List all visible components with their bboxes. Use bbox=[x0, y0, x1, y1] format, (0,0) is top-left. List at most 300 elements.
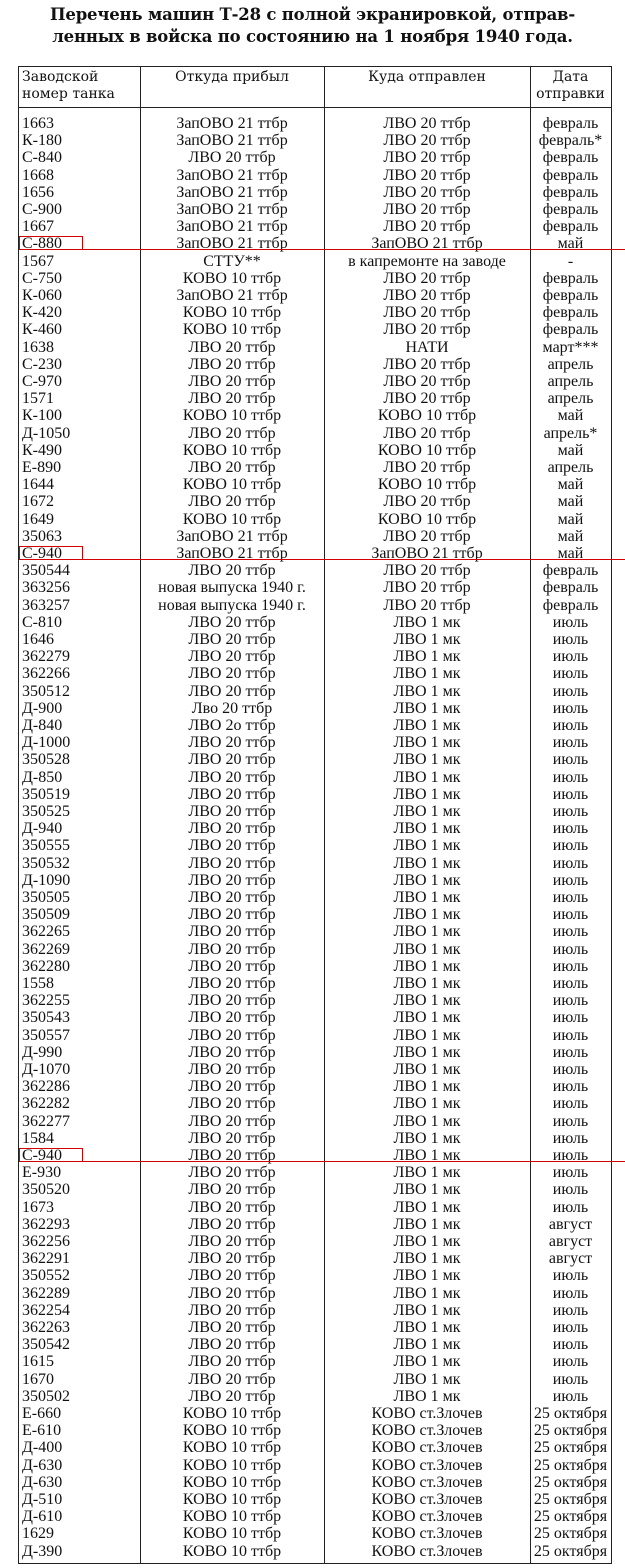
cell-date: май bbox=[557, 441, 584, 459]
cell-factory-number: 1649 bbox=[22, 510, 54, 528]
cell-destination: ЛВО 20 ттбр bbox=[383, 459, 471, 476]
cell-destination: в капремонте на заводе bbox=[348, 252, 506, 270]
cell-factory-number: 362291 bbox=[22, 1250, 70, 1268]
cell-destination: КОВО ст.Злочев bbox=[371, 1473, 483, 1491]
cell-destination: ЗапОВО 21 ттбр bbox=[371, 545, 483, 562]
cell-factory-number: Д-900 bbox=[22, 699, 63, 717]
cell-factory-number: 350544 bbox=[22, 562, 70, 580]
table-row bbox=[19, 683, 611, 700]
table-row bbox=[19, 528, 611, 545]
cell-destination: ЗапОВО 21 ттбр bbox=[371, 235, 483, 253]
cell-origin: ЛВО 20 ттбр bbox=[188, 751, 276, 769]
cell-factory-number: 1673 bbox=[22, 1198, 54, 1216]
cell-date: июль bbox=[552, 699, 589, 717]
table-row bbox=[19, 511, 611, 528]
cell-date: июль bbox=[552, 1284, 589, 1302]
cell-destination: ЛВО 1 мк bbox=[393, 1061, 461, 1078]
cell-origin: ЛВО 20 ттбр bbox=[188, 768, 276, 786]
table-row bbox=[19, 1543, 611, 1560]
cell-date: июль bbox=[552, 1267, 589, 1285]
cell-factory-number: 362280 bbox=[22, 957, 70, 975]
table-row bbox=[19, 1164, 611, 1181]
cell-origin: ЛВО 20 ттбр bbox=[188, 1147, 276, 1164]
cell-destination: ЛВО 1 мк bbox=[393, 1078, 461, 1096]
cell-destination: КОВО 10 ттбр bbox=[377, 476, 477, 494]
cell-destination: ЛВО 20 ттбр bbox=[383, 373, 471, 390]
table-row bbox=[19, 837, 611, 854]
table-row bbox=[19, 820, 611, 837]
cell-date: июль bbox=[552, 1095, 589, 1113]
cell-date: май bbox=[557, 510, 584, 528]
cell-date: июль bbox=[552, 1043, 589, 1061]
table-row bbox=[19, 1474, 611, 1491]
cell-destination: ЛВО 1 мк bbox=[393, 1009, 461, 1027]
cell-origin: ЛВО 20 ттбр bbox=[188, 562, 276, 580]
table-row bbox=[19, 1422, 611, 1439]
cell-origin: ЛВО 20 ттбр bbox=[188, 992, 276, 1010]
table-row bbox=[19, 1095, 611, 1112]
cell-destination: ЛВО 1 мк bbox=[393, 803, 461, 820]
cell-factory-number: 362286 bbox=[22, 1078, 70, 1096]
cell-origin: новая выпуска 1940 г. bbox=[158, 596, 306, 614]
table-row bbox=[19, 425, 611, 442]
cell-destination: ЛВО 20 ттбр bbox=[383, 132, 471, 150]
cell-destination: ЛВО 1 мк bbox=[393, 854, 461, 872]
cell-destination: ЛВО 20 ттбр bbox=[383, 269, 471, 287]
cell-destination: ЛВО 20 ттбр bbox=[383, 596, 471, 614]
cell-destination: ЛВО 1 мк bbox=[393, 734, 461, 752]
cell-origin: ЛВО 20 ттбр bbox=[188, 906, 276, 924]
table-row bbox=[19, 287, 611, 304]
cell-origin: ЛВО 20 ттбр bbox=[188, 889, 276, 906]
cell-destination: ЛВО 1 мк bbox=[393, 768, 461, 786]
cell-date: - bbox=[567, 252, 574, 270]
cell-origin: ЛВО 20 ттбр bbox=[188, 682, 276, 700]
cell-factory-number: Е-610 bbox=[22, 1422, 62, 1440]
cell-origin: ЛВО 20 ттбр bbox=[188, 1198, 276, 1216]
table-row bbox=[19, 1508, 611, 1525]
cell-origin: ЛВО 20 ттбр bbox=[188, 1181, 276, 1199]
cell-destination: ЛВО 1 мк bbox=[393, 1370, 461, 1388]
cell-origin: ЛВО 20 ттбр bbox=[188, 1370, 276, 1388]
table-row bbox=[19, 631, 611, 648]
cell-factory-number: С-940 bbox=[22, 1147, 62, 1164]
cell-factory-number: С-840 bbox=[22, 149, 62, 167]
table-row bbox=[19, 889, 611, 906]
cell-destination: ЛВО 1 мк bbox=[393, 1095, 461, 1113]
cell-factory-number: 35063 bbox=[22, 527, 62, 545]
cell-date: август bbox=[548, 1250, 593, 1268]
cell-origin: ЗапОВО 21 ттбр bbox=[176, 115, 288, 132]
cell-factory-number: 350532 bbox=[22, 854, 70, 872]
table-row bbox=[19, 476, 611, 493]
table-row bbox=[19, 717, 611, 734]
cell-factory-number: 362293 bbox=[22, 1215, 70, 1233]
table-row bbox=[19, 751, 611, 768]
cell-origin: ЛВО 20 ттбр bbox=[188, 1267, 276, 1285]
cell-factory-number: 1646 bbox=[22, 631, 54, 648]
cell-factory-number: 362282 bbox=[22, 1095, 70, 1113]
table-row bbox=[19, 1405, 611, 1422]
cell-date: июль bbox=[552, 837, 589, 855]
cell-factory-number: 1629 bbox=[22, 1525, 54, 1543]
cell-origin: ЛВО 20 ттбр bbox=[188, 1319, 276, 1336]
cell-date: июль bbox=[552, 1198, 589, 1216]
header-divider bbox=[19, 107, 611, 108]
cell-date: июль bbox=[552, 785, 589, 803]
cell-destination: КОВО ст.Злочев bbox=[371, 1508, 483, 1526]
cell-origin: КОВО 10 ттбр bbox=[182, 1542, 282, 1560]
cell-factory-number: Д-840 bbox=[22, 717, 63, 734]
cell-factory-number: Д-850 bbox=[22, 768, 63, 786]
cell-factory-number: К-100 bbox=[22, 407, 62, 425]
table-row bbox=[19, 442, 611, 459]
table-row bbox=[19, 992, 611, 1009]
cell-origin: ЛВО 20 ттбр bbox=[188, 355, 276, 373]
cell-origin: КОВО 10 ттбр bbox=[182, 510, 282, 528]
table-row bbox=[19, 149, 611, 166]
cell-date: июль bbox=[552, 613, 589, 631]
table-row bbox=[19, 597, 611, 614]
cell-date: февраль bbox=[542, 166, 599, 184]
cell-destination: КОВО ст.Злочев bbox=[371, 1405, 483, 1422]
cell-destination: ЛВО 1 мк bbox=[393, 648, 461, 666]
table-row bbox=[19, 1216, 611, 1233]
cell-destination: ЛВО 20 ттбр bbox=[383, 183, 471, 201]
table-row bbox=[19, 1044, 611, 1061]
table-row bbox=[19, 958, 611, 975]
cell-factory-number: 1638 bbox=[22, 338, 54, 356]
cell-destination: ЛВО 1 мк bbox=[393, 820, 461, 838]
cell-destination: КОВО ст.Злочев bbox=[371, 1491, 483, 1508]
cell-factory-number: 350519 bbox=[22, 785, 70, 803]
cell-destination: ЛВО 20 ттбр bbox=[383, 201, 471, 218]
cell-factory-number: 362269 bbox=[22, 940, 70, 958]
cell-destination: КОВО ст.Злочев bbox=[371, 1456, 483, 1474]
cell-date: февраль bbox=[542, 287, 599, 304]
cell-origin: КОВО 10 ттбр bbox=[182, 441, 282, 459]
cell-factory-number: С-230 bbox=[22, 355, 62, 373]
cell-factory-number: 362254 bbox=[22, 1301, 70, 1319]
cell-date: июль bbox=[552, 1319, 589, 1336]
cell-destination: ЛВО 20 ттбр bbox=[383, 218, 471, 236]
table-row bbox=[19, 769, 611, 786]
cell-date: май bbox=[557, 235, 584, 253]
cell-factory-number: С-810 bbox=[22, 613, 62, 631]
cell-date: 25 октября bbox=[533, 1405, 608, 1422]
cell-factory-number: 362289 bbox=[22, 1284, 70, 1302]
cell-destination: ЛВО 1 мк bbox=[393, 785, 461, 803]
cell-factory-number: Д-630 bbox=[22, 1456, 63, 1474]
cell-origin: КОВО 10 ттбр bbox=[182, 269, 282, 287]
table-row bbox=[19, 1525, 611, 1542]
table-row bbox=[19, 923, 611, 940]
cell-destination: ЛВО 1 мк bbox=[393, 1387, 461, 1405]
cell-origin: ЛВО 20 ттбр bbox=[188, 1336, 276, 1354]
cell-origin: ЛВО 20 ттбр bbox=[188, 1043, 276, 1061]
cell-date: июль bbox=[552, 940, 589, 958]
cell-origin: ЛВО 20 ттбр bbox=[188, 493, 276, 511]
cell-factory-number: 350520 bbox=[22, 1181, 70, 1199]
cell-date: апрель bbox=[547, 459, 594, 476]
cell-factory-number: 1558 bbox=[22, 975, 54, 992]
cell-origin: ЛВО 20 ттбр bbox=[188, 957, 276, 975]
cell-date: февраль bbox=[542, 596, 599, 614]
cell-destination: КОВО ст.Злочев bbox=[371, 1525, 483, 1543]
table-row bbox=[19, 390, 611, 407]
cell-date: июль bbox=[552, 957, 589, 975]
cell-origin: ЛВО 20 ттбр bbox=[188, 820, 276, 838]
table-row bbox=[19, 339, 611, 356]
cell-origin: ЗапОВО 21 ттбр bbox=[176, 218, 288, 236]
cell-factory-number: 350509 bbox=[22, 906, 70, 924]
cell-destination: ЛВО 1 мк bbox=[393, 1043, 461, 1061]
cell-date: июль bbox=[552, 889, 589, 906]
cell-origin: КОВО 10 ттбр bbox=[182, 476, 282, 494]
cell-origin: ЛВО 20 ттбр bbox=[188, 373, 276, 390]
table-row bbox=[19, 321, 611, 338]
cell-destination: ЛВО 20 ттбр bbox=[383, 355, 471, 373]
cell-destination: ЛВО 20 ттбр bbox=[383, 424, 471, 442]
cell-factory-number: 350555 bbox=[22, 837, 70, 855]
cell-destination: ЛВО 1 мк bbox=[393, 992, 461, 1010]
cell-factory-number: 363257 bbox=[22, 596, 70, 614]
cell-date: июль bbox=[552, 1370, 589, 1388]
cell-date: апрель bbox=[547, 373, 594, 390]
cell-origin: ЛВО 20 ттбр bbox=[188, 1129, 276, 1147]
cell-destination: ЛВО 20 ттбр bbox=[383, 166, 471, 184]
cell-destination: ЛВО 20 ттбр bbox=[383, 287, 471, 304]
cell-factory-number: Д-390 bbox=[22, 1542, 63, 1560]
cell-destination: КОВО 10 ттбр bbox=[377, 510, 477, 528]
cell-destination: ЛВО 1 мк bbox=[393, 871, 461, 889]
cell-date: 25 октября bbox=[533, 1491, 608, 1508]
cell-destination: ЛВО 1 мк bbox=[393, 1267, 461, 1285]
table-row bbox=[19, 167, 611, 184]
table-row bbox=[19, 201, 611, 218]
table-row bbox=[19, 1439, 611, 1456]
cell-destination: ЛВО 1 мк bbox=[393, 1164, 461, 1182]
cell-origin: Лво 20 ттбр bbox=[191, 699, 273, 717]
cell-factory-number: 350528 bbox=[22, 751, 70, 769]
cell-factory-number: 1584 bbox=[22, 1129, 54, 1147]
table-row bbox=[19, 906, 611, 923]
cell-date: февраль bbox=[542, 218, 599, 236]
cell-origin: ЛВО 20 ттбр bbox=[188, 785, 276, 803]
cell-date: июль bbox=[552, 648, 589, 666]
cell-date: июль bbox=[552, 1078, 589, 1096]
cell-factory-number: 1644 bbox=[22, 476, 54, 494]
cell-origin: ЛВО 20 ттбр bbox=[188, 424, 276, 442]
cell-factory-number: К-420 bbox=[22, 304, 62, 322]
cell-destination: ЛВО 1 мк bbox=[393, 1147, 461, 1164]
cell-origin: СТТУ** bbox=[203, 252, 261, 270]
cell-factory-number: С-970 bbox=[22, 373, 62, 390]
cell-date: февраль bbox=[542, 269, 599, 287]
header-factory-number: Заводской номер танка bbox=[22, 69, 115, 102]
cell-factory-number: Д-1090 bbox=[22, 871, 71, 889]
header-origin: Откуда прибыл bbox=[175, 69, 289, 85]
table-row bbox=[19, 1199, 611, 1216]
cell-date: апрель* bbox=[543, 424, 598, 442]
cell-origin: ЛВО 20 ттбр bbox=[188, 613, 276, 631]
cell-date: май bbox=[557, 407, 584, 425]
cell-factory-number: Д-510 bbox=[22, 1491, 63, 1508]
cell-date: февраль bbox=[542, 115, 599, 132]
table-row bbox=[19, 1457, 611, 1474]
table-row bbox=[19, 1267, 611, 1284]
tanks-table bbox=[18, 66, 612, 1564]
cell-destination: ЛВО 20 ттбр bbox=[383, 304, 471, 322]
cell-date: февраль* bbox=[538, 132, 603, 150]
cell-date: февраль bbox=[542, 321, 599, 339]
table-row bbox=[19, 459, 611, 476]
cell-origin: ЗапОВО 21 ттбр bbox=[176, 183, 288, 201]
cell-destination: ЛВО 1 мк bbox=[393, 665, 461, 683]
cell-destination: ЛВО 1 мк bbox=[393, 1112, 461, 1130]
cell-date: февраль bbox=[542, 304, 599, 322]
cell-factory-number: Д-630 bbox=[22, 1473, 63, 1491]
cell-factory-number: 363256 bbox=[22, 579, 70, 597]
cell-date: июль bbox=[552, 1336, 589, 1354]
table-row bbox=[19, 1078, 611, 1095]
cell-origin: ЛВО 20 ттбр bbox=[188, 1112, 276, 1130]
table-row bbox=[19, 218, 611, 235]
cell-destination: ЛВО 20 ттбр bbox=[383, 579, 471, 597]
cell-factory-number: С-940 bbox=[22, 545, 62, 562]
cell-date: 25 октября bbox=[533, 1473, 608, 1491]
title-line-2: ленных в войска по состоянию на 1 ноября 1940 года. bbox=[52, 27, 573, 46]
cell-destination: ЛВО 1 мк bbox=[393, 631, 461, 648]
cell-factory-number: Д-940 bbox=[22, 820, 63, 838]
cell-destination: ЛВО 1 мк bbox=[393, 1198, 461, 1216]
cell-destination: ЛВО 1 мк bbox=[393, 1319, 461, 1336]
cell-factory-number: 350502 bbox=[22, 1387, 70, 1405]
cell-factory-number: Д-1000 bbox=[22, 734, 71, 752]
cell-date: июль bbox=[552, 1164, 589, 1182]
cell-date: май bbox=[557, 476, 584, 494]
cell-factory-number: С-900 bbox=[22, 201, 62, 218]
cell-factory-number: С-880 bbox=[22, 235, 62, 253]
table-row bbox=[19, 270, 611, 287]
cell-origin: КОВО 10 ттбр bbox=[182, 1456, 282, 1474]
cell-origin: ЛВО 20 ттбр bbox=[188, 665, 276, 683]
cell-factory-number: Д-610 bbox=[22, 1508, 63, 1526]
cell-origin: ЛВО 20 ттбр bbox=[188, 975, 276, 992]
cell-date: июль bbox=[552, 665, 589, 683]
cell-factory-number: Е-660 bbox=[22, 1405, 62, 1422]
table-row bbox=[19, 132, 611, 149]
table-row bbox=[19, 700, 611, 717]
cell-factory-number: 1571 bbox=[22, 390, 54, 408]
cell-date: июль bbox=[552, 820, 589, 838]
cell-destination: ЛВО 1 мк bbox=[393, 1284, 461, 1302]
table-row bbox=[19, 579, 611, 596]
table-row bbox=[19, 734, 611, 751]
cell-date: июль bbox=[552, 1387, 589, 1405]
cell-origin: ЗапОВО 21 ттбр bbox=[176, 545, 288, 562]
cell-date: 25 октября bbox=[533, 1439, 608, 1457]
cell-factory-number: 1615 bbox=[22, 1353, 54, 1371]
cell-factory-number: 362266 bbox=[22, 665, 70, 683]
cell-factory-number: Д-1070 bbox=[22, 1061, 71, 1078]
highlight-box bbox=[19, 1148, 83, 1162]
cell-date: июль bbox=[552, 1129, 589, 1147]
cell-origin: ЗапОВО 21 ттбр bbox=[176, 132, 288, 150]
cell-destination: КОВО ст.Злочев bbox=[371, 1422, 483, 1440]
cell-factory-number: 362265 bbox=[22, 923, 70, 941]
title-line-1: Перечень машин Т-28 с полной экранировкой, отправ- bbox=[50, 5, 575, 24]
table-row bbox=[19, 253, 611, 270]
table-row bbox=[19, 872, 611, 889]
table-row bbox=[19, 1061, 611, 1078]
cell-factory-number: Е-930 bbox=[22, 1164, 62, 1182]
cell-origin: ЛВО 20 ттбр bbox=[188, 459, 276, 476]
cell-date: июль bbox=[552, 717, 589, 734]
cell-factory-number: Д-400 bbox=[22, 1439, 63, 1457]
cell-destination: ЛВО 1 мк bbox=[393, 923, 461, 941]
cell-date: февраль bbox=[542, 183, 599, 201]
cell-origin: КОВО 10 ттбр bbox=[182, 304, 282, 322]
cell-date: июль bbox=[552, 1353, 589, 1371]
cell-origin: ЛВО 20 ттбр bbox=[188, 390, 276, 408]
cell-destination: ЛВО 1 мк bbox=[393, 699, 461, 717]
cell-origin: ЛВО 20 ттбр bbox=[188, 648, 276, 666]
cell-destination: ЛВО 1 мк bbox=[393, 613, 461, 631]
cell-origin: КОВО 10 ттбр bbox=[182, 1422, 282, 1440]
cell-origin: ЛВО 20 ттбр bbox=[188, 923, 276, 941]
header-dispatch-date: Дата отправки bbox=[536, 69, 605, 102]
document-title bbox=[0, 4, 625, 48]
cell-origin: ЗапОВО 21 ттбр bbox=[176, 287, 288, 304]
cell-factory-number: 362263 bbox=[22, 1319, 70, 1336]
cell-destination: ЛВО 20 ттбр bbox=[383, 115, 471, 132]
highlight-underline bbox=[82, 1161, 625, 1162]
cell-origin: ЛВО 20 ттбр bbox=[188, 854, 276, 872]
cell-date: 25 октября bbox=[533, 1422, 608, 1440]
cell-factory-number: К-490 bbox=[22, 441, 62, 459]
cell-origin: ЛВО 20 ттбр bbox=[188, 734, 276, 752]
cell-date: 25 октября bbox=[533, 1456, 608, 1474]
cell-factory-number: 362256 bbox=[22, 1233, 70, 1250]
table-row bbox=[19, 1285, 611, 1302]
cell-destination: ЛВО 1 мк bbox=[393, 751, 461, 769]
cell-destination: ЛВО 1 мк bbox=[393, 889, 461, 906]
cell-date: 25 октября bbox=[533, 1525, 608, 1543]
cell-origin: КОВО 10 ттбр bbox=[182, 1508, 282, 1526]
highlight-underline bbox=[82, 559, 625, 560]
cell-date: июль bbox=[552, 1061, 589, 1078]
cell-factory-number: 1668 bbox=[22, 166, 54, 184]
cell-destination: ЛВО 1 мк bbox=[393, 975, 461, 992]
cell-date: июль bbox=[552, 1112, 589, 1130]
cell-date: март*** bbox=[542, 338, 599, 356]
cell-destination: ЛВО 1 мк bbox=[393, 1129, 461, 1147]
cell-date: апрель bbox=[547, 390, 594, 408]
cell-factory-number: 350512 bbox=[22, 682, 70, 700]
table-row bbox=[19, 614, 611, 631]
cell-date: 25 октября bbox=[533, 1508, 608, 1526]
cell-origin: ЛВО 20 ттбр bbox=[188, 1095, 276, 1113]
table-row bbox=[19, 855, 611, 872]
cell-factory-number: К-180 bbox=[22, 132, 62, 150]
cell-factory-number: 362279 bbox=[22, 648, 70, 666]
cell-origin: ЛВО 20 ттбр bbox=[188, 1078, 276, 1096]
cell-date: июль bbox=[552, 751, 589, 769]
cell-date: май bbox=[557, 527, 584, 545]
cell-origin: КОВО 10 ттбр bbox=[182, 1405, 282, 1422]
cell-factory-number: К-060 bbox=[22, 287, 62, 304]
